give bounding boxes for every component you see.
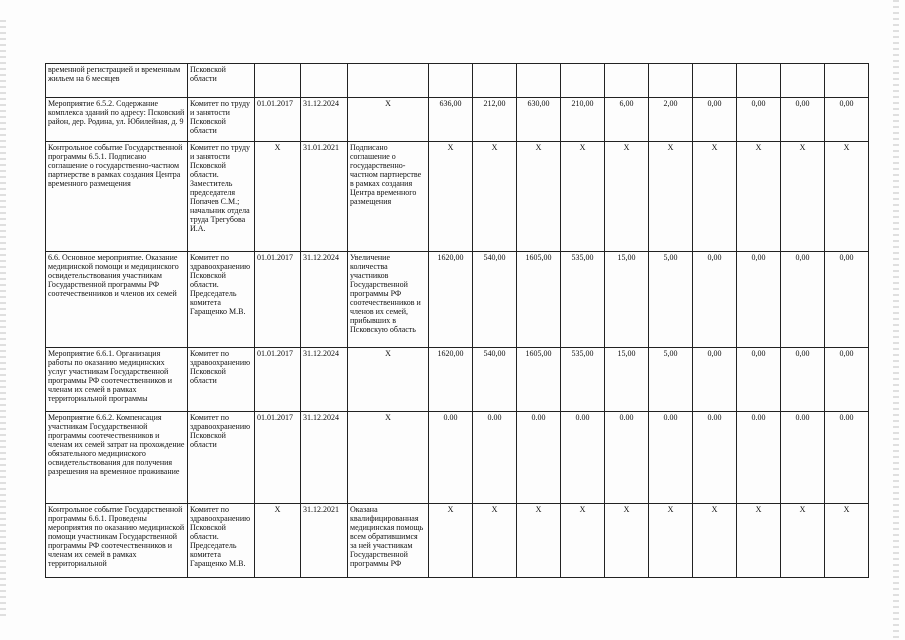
row-value-cell: 0.00 [429,412,473,504]
row-value-cell: 0,00 [693,348,737,412]
row-value-cell: Х [825,142,869,252]
row-name-cell: Мероприятие 6.6.2. Компенсация участникам Государственной программы соотечественников и членам их семей затрат на прохождение обязательного медицинского освидетельствования для получения разрешения на временное проживание [46,412,188,504]
row-end-cell: 31.01.2021 [301,142,348,252]
row-end-cell: 31.12.2024 [301,412,348,504]
row-name-cell: Контрольное событие Государственной программы 6.5.1. Подписано соглашение о государственно-частном партнерстве в рамках создания Центра временного размещения [46,142,188,252]
row-responsible-cell: Комитет по труду и занятости Псковской области. Заместитель председателя Попачев С.М.; начальник отдела труда Трегубова И.А. [188,142,255,252]
row-value-cell: 5,00 [649,252,693,348]
row-value-cell: 630,00 [517,98,561,142]
row-value-cell: 535,00 [561,348,605,412]
row-value-cell: 0,00 [737,252,781,348]
row-value-cell: Х [561,142,605,252]
row-value-cell: 0,00 [737,98,781,142]
row-responsible-cell: Комитет по труду и занятости Псковской области [188,98,255,142]
row-value-cell [605,64,649,98]
table-row [46,142,869,252]
row-responsible-cell: Комитет по здравоохранению Псковской области [188,348,255,412]
row-value-cell: 212,00 [473,98,517,142]
row-name-cell: 6.6. Основное мероприятие. Оказание медицинской помощи и медицинского освидетельствования участникам Государственной программы РФ соотечественников и членов их семей [46,252,188,348]
row-value-cell: 1620,00 [429,348,473,412]
row-end-cell [301,64,348,98]
row-value-cell: Х [649,504,693,578]
row-start-cell: Х [255,504,301,578]
row-value-cell: Х [605,504,649,578]
row-value-cell: Х [737,504,781,578]
row-start-cell: 01.01.2017 [255,348,301,412]
row-result-cell: Х [348,412,429,504]
row-value-cell [649,64,693,98]
row-value-cell: 0,00 [693,252,737,348]
table-body [46,64,869,578]
row-value-cell: 210,00 [561,98,605,142]
row-value-cell [693,64,737,98]
row-value-cell: Х [781,142,825,252]
row-value-cell: 0.00 [561,412,605,504]
row-start-cell [255,64,301,98]
row-name-cell: временной регистрацией и временным жильем на 6 месяцев [46,64,188,98]
row-value-cell: 0,00 [781,98,825,142]
row-value-cell: Х [649,142,693,252]
row-value-cell: Х [693,142,737,252]
table-row [46,412,869,504]
row-value-cell [561,64,605,98]
row-value-cell: 636,00 [429,98,473,142]
row-value-cell: Х [781,504,825,578]
row-value-cell: 1605,00 [517,252,561,348]
row-value-cell: 0.00 [605,412,649,504]
row-start-cell: Х [255,142,301,252]
table-row [46,348,869,412]
row-result-cell [348,64,429,98]
row-name-cell: Контрольное событие Государственной программы 6.6.1. Проведены мероприятия по оказанию медицинской помощи участникам Государственной программы РФ соотечественников и членам их семей в рамках территориальной [46,504,188,578]
row-value-cell [825,64,869,98]
row-end-cell: 31.12.2024 [301,98,348,142]
row-value-cell: 540,00 [473,348,517,412]
row-result-cell: Увеличение количества участников Государственной программы РФ соотечественников и членов их семей, прибывших в Псковскую область [348,252,429,348]
row-value-cell: 0.00 [517,412,561,504]
row-value-cell: 1605,00 [517,348,561,412]
row-responsible-cell: Комитет по здравоохранению Псковской области. Председатель комитета Гаращенко М.В. [188,504,255,578]
row-value-cell: Х [693,504,737,578]
row-value-cell [473,64,517,98]
row-value-cell [737,64,781,98]
row-value-cell: Х [473,504,517,578]
row-value-cell: Х [737,142,781,252]
row-result-cell: Оказана квалифицированная медицинская помощь всем обратившимся за ней участникам Государственной программы РФ [348,504,429,578]
row-value-cell: Х [429,504,473,578]
row-value-cell: 0.00 [781,412,825,504]
row-name-cell: Мероприятие 6.6.1. Организация работы по оказанию медицинских услуг участникам Государственной программы РФ соотечественников и членам их семей в рамках территориальной программы [46,348,188,412]
row-responsible-cell: Комитет по здравоохранению Псковской области. Председатель комитета Гаращенко М.В. [188,252,255,348]
row-value-cell: Х [517,504,561,578]
row-value-cell: 0,00 [825,252,869,348]
row-result-cell: Х [348,98,429,142]
row-value-cell: 0,00 [693,98,737,142]
row-value-cell: 6,00 [605,98,649,142]
row-start-cell: 01.01.2017 [255,252,301,348]
table-row [46,64,869,98]
table-row [46,98,869,142]
row-end-cell: 31.12.2024 [301,252,348,348]
scan-edge-right [893,0,899,640]
row-responsible-cell: Псковской области [188,64,255,98]
row-end-cell: 31.12.2021 [301,504,348,578]
table-row [46,504,869,578]
row-value-cell: 0,00 [825,348,869,412]
row-value-cell: Х [605,142,649,252]
row-value-cell: 0.00 [825,412,869,504]
row-value-cell: 5,00 [649,348,693,412]
row-value-cell [517,64,561,98]
row-value-cell: Х [473,142,517,252]
row-value-cell: 2,00 [649,98,693,142]
row-value-cell: Х [429,142,473,252]
row-start-cell: 01.01.2017 [255,98,301,142]
row-value-cell: 15,00 [605,252,649,348]
row-name-cell: Мероприятие 6.5.2. Содержание комплекса зданий по адресу: Псковский район, дер. Родина, ул. Юбилейная, д. 9 [46,98,188,142]
row-value-cell: 0.00 [737,412,781,504]
row-value-cell: Х [517,142,561,252]
row-value-cell [429,64,473,98]
row-value-cell: Х [825,504,869,578]
program-table [45,63,869,578]
row-result-cell: Подписано соглашение о государственно-частном партнерстве в рамках создания Центра временного размещения [348,142,429,252]
row-value-cell: 540,00 [473,252,517,348]
row-value-cell: 0,00 [737,348,781,412]
table-row [46,252,869,348]
row-value-cell: 0,00 [781,348,825,412]
row-value-cell [781,64,825,98]
row-value-cell: 1620,00 [429,252,473,348]
row-value-cell: 0.00 [649,412,693,504]
row-result-cell: Х [348,348,429,412]
row-value-cell: Х [561,504,605,578]
row-start-cell: 01.01.2017 [255,412,301,504]
row-value-cell: 15,00 [605,348,649,412]
row-value-cell: 0.00 [693,412,737,504]
row-value-cell: 0.00 [473,412,517,504]
row-value-cell: 535,00 [561,252,605,348]
row-end-cell: 31.12.2024 [301,348,348,412]
row-value-cell: 0,00 [781,252,825,348]
row-responsible-cell: Комитет по здравоохранению Псковской области [188,412,255,504]
scan-edge-left [0,20,6,620]
row-value-cell: 0,00 [825,98,869,142]
